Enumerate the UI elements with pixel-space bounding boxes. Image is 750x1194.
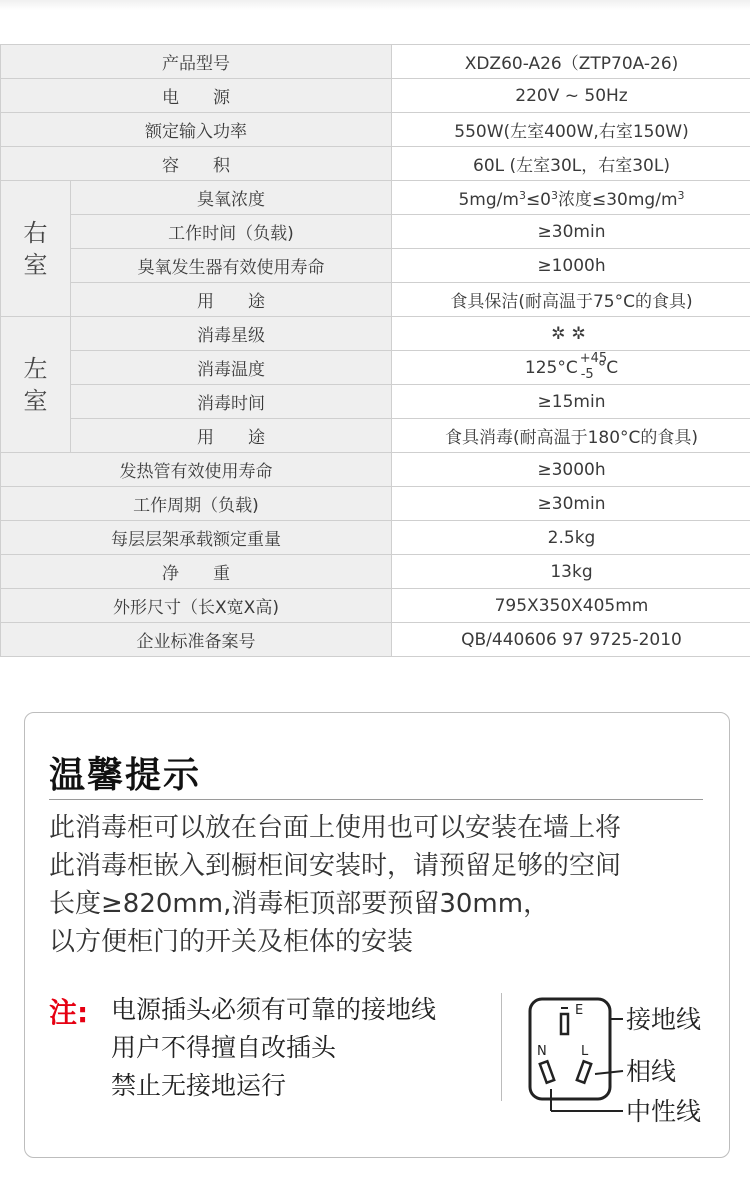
spec-value: XDZ60-A26（ZTP70A-26): [392, 45, 750, 79]
group-label-char: 室: [23, 250, 48, 279]
spec-label: 外形尺寸（长X宽X高): [1, 589, 392, 623]
table-row: [1, 589, 750, 623]
spec-value: 220V ~ 50Hz: [392, 79, 750, 113]
tips-line: 此消毒柜可以放在台面上使用也可以安装在墙上将: [49, 813, 622, 843]
spec-label: 净 重: [1, 555, 392, 589]
spec-value: ≥30min: [392, 487, 750, 521]
table-row: [1, 113, 750, 147]
spec-value: ≥1000h: [392, 249, 750, 283]
neutral-pin-icon: [540, 1061, 554, 1083]
value-part: °C: [597, 357, 619, 378]
superscript: 3: [551, 189, 558, 202]
note-line: 用户不得擅自改插头: [111, 1033, 337, 1062]
note-line: 电源插头必须有可靠的接地线: [111, 995, 437, 1024]
group-label-char: 室: [23, 386, 48, 415]
note-line: 禁止无接地运行: [111, 1071, 287, 1100]
note-text: [111, 991, 436, 1105]
spec-value: 795X350X405mm: [392, 589, 750, 623]
tips-line: 长度≥820mm,消毒柜顶部要预留30mm，: [49, 889, 550, 919]
sterilize-temperature-value: [392, 351, 750, 385]
power-socket-diagram: [525, 989, 725, 1129]
spec-table: [0, 44, 750, 657]
spec-label: 容 积: [1, 147, 392, 181]
ozone-concentration-value: [392, 181, 750, 215]
group-label-right-room: [1, 181, 71, 317]
table-row: [1, 555, 750, 589]
spec-label: 臭氧浓度: [71, 181, 392, 215]
group-label-left-room: [1, 317, 71, 453]
table-row: [1, 351, 750, 385]
star-rating-icon: ✲✲: [392, 317, 750, 351]
table-row: [1, 453, 750, 487]
group-label-char: 左: [23, 354, 48, 383]
spec-value: 2.5kg: [392, 521, 750, 555]
spec-value: QB/440606 97 9725-2010: [392, 623, 750, 657]
value-part: ≤0: [525, 190, 551, 210]
table-row: [1, 385, 750, 419]
top-shadow-band: [0, 0, 750, 10]
tips-line: 以方便柜门的开关及柜体的安装: [49, 927, 414, 957]
spec-label: 消毒温度: [71, 351, 392, 385]
table-row: [1, 181, 750, 215]
spec-label: 企业标准备案号: [1, 623, 392, 657]
tolerance-lower: -5: [580, 366, 594, 382]
table-row: [1, 623, 750, 657]
spec-label: 发热管有效使用寿命: [1, 453, 392, 487]
label-live: 相线: [626, 1057, 677, 1086]
value-part: 125°C: [524, 357, 578, 378]
spec-label: 消毒星级: [71, 317, 392, 351]
earth-pin-icon: [561, 1014, 568, 1034]
spec-label: 产品型号: [1, 45, 392, 79]
label-ground: 接地线: [626, 1005, 702, 1034]
superscript: 3: [677, 189, 685, 202]
table-row: [1, 147, 750, 181]
live-pin-icon: [577, 1061, 591, 1083]
tolerance: [578, 350, 608, 383]
tolerance-upper: +45: [579, 350, 608, 366]
pin-label-e: E: [575, 1003, 584, 1018]
spec-value: 食具消毒(耐高温于180°C的食具): [392, 419, 750, 453]
spec-value: 550W(左室400W,右室150W): [392, 113, 750, 147]
table-row: [1, 45, 750, 79]
table-row: [1, 521, 750, 555]
superscript: 3: [518, 189, 526, 202]
spec-label: 工作时间（负载): [71, 215, 392, 249]
spec-label: 工作周期（负载): [1, 487, 392, 521]
table-row: [1, 249, 750, 283]
spec-value: 60L (左室30L，右室30L): [392, 147, 750, 181]
tips-text: [49, 809, 621, 961]
vertical-divider: [501, 993, 502, 1101]
tips-box: [24, 712, 730, 1158]
group-label-char: 右: [23, 218, 48, 247]
spec-value: ≥3000h: [392, 453, 750, 487]
spec-label: 用 途: [71, 419, 392, 453]
table-row: [1, 215, 750, 249]
table-row: [1, 419, 750, 453]
pin-label-l: L: [581, 1044, 589, 1059]
spec-label: 每层层架承载额定重量: [1, 521, 392, 555]
tips-line: 此消毒柜嵌入到橱柜间安装时，请预留足够的空间: [49, 851, 622, 881]
note-mark: 注:: [49, 996, 89, 1029]
value-part: 5mg/m: [458, 190, 519, 210]
spec-label: 用 途: [71, 283, 392, 317]
spec-value: 13kg: [392, 555, 750, 589]
table-row: [1, 79, 750, 113]
divider: [49, 799, 703, 800]
tips-title: 温馨提示: [49, 755, 202, 796]
table-row: [1, 317, 750, 351]
spec-label: 额定输入功率: [1, 113, 392, 147]
value-part: 浓度≤30mg/m: [558, 190, 678, 210]
table-row: [1, 283, 750, 317]
label-neutral: 中性线: [626, 1097, 702, 1126]
pin-label-n: N: [537, 1044, 547, 1059]
table-row: [1, 487, 750, 521]
spec-label: 消毒时间: [71, 385, 392, 419]
spec-label: 电 源: [1, 79, 392, 113]
spec-value: 食具保洁(耐高温于75°C的食具): [392, 283, 750, 317]
spec-label: 臭氧发生器有效使用寿命: [71, 249, 392, 283]
spec-value: ≥15min: [392, 385, 750, 419]
spec-value: ≥30min: [392, 215, 750, 249]
